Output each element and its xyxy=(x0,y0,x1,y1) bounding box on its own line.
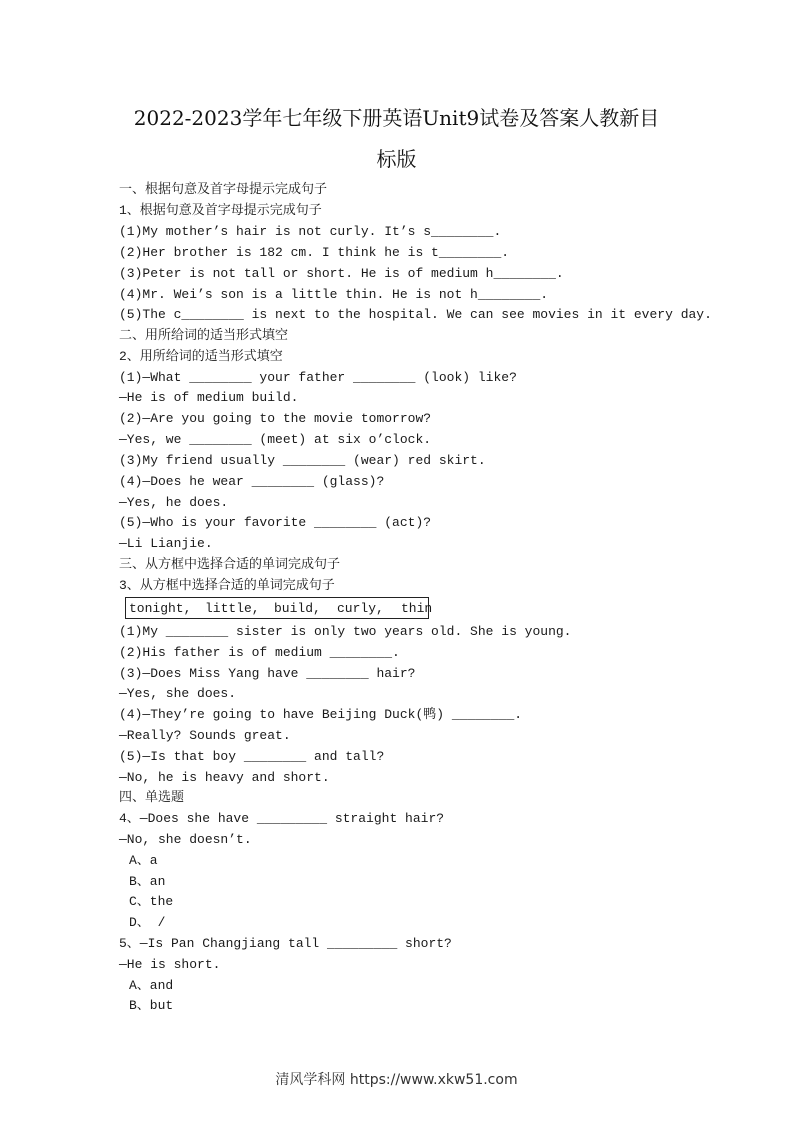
footer-watermark: 清风学科网 https://www.xkw51.com xyxy=(275,1072,518,1088)
word-bank-word: curly, xyxy=(337,601,384,616)
question-line: (3)My friend usually ________ (wear) red skirt. xyxy=(119,453,486,468)
question-line: —He is of medium build. xyxy=(119,390,299,405)
answer-option: C、the xyxy=(129,894,174,909)
question-stem-4: 4、—Does she have _________ straight hair? xyxy=(119,811,445,826)
question-heading-3: 3、从方框中选择合适的单词完成句子 xyxy=(119,578,335,593)
question-line: —Li Lianjie. xyxy=(119,536,213,551)
question-line: —Really? Sounds great. xyxy=(119,728,291,743)
word-bank-word: build, xyxy=(274,601,321,616)
question-line: (5)—Is that boy ________ and tall? xyxy=(119,749,385,764)
question-line: (5)The c________ is next to the hospital. We can see movies in it every day. xyxy=(119,307,712,322)
question-line: (5)—Who is your favorite ________ (act)? xyxy=(119,515,432,530)
question-line: (3)—Does Miss Yang have ________ hair? xyxy=(119,666,416,681)
title-line-2: 标版 xyxy=(376,147,417,171)
question-line: (1)—What ________ your father ________ (look) like? xyxy=(119,370,517,385)
question-line: —Yes, he does. xyxy=(119,495,229,510)
question-line: (2)Her brother is 182 cm. I think he is t________. xyxy=(119,245,510,260)
answer-option: A、and xyxy=(129,978,174,993)
word-bank-box xyxy=(125,597,433,619)
word-bank-word: tonight, xyxy=(129,601,192,616)
question-line: —Yes, we ________ (meet) at six o’clock. xyxy=(119,432,432,447)
question-line: (4)—They’re going to have Beijing Duck(鸭) ________. xyxy=(119,707,523,722)
answer-option: D、 / xyxy=(129,915,166,930)
question-line: (2)His father is of medium ________. xyxy=(119,645,400,660)
word-bank-word: thin xyxy=(401,601,433,616)
section-heading-2: 二、用所给词的适当形式填空 xyxy=(119,328,289,343)
question-line: (1)My ________ sister is only two years old. She is young. xyxy=(119,624,572,639)
question-reply-5: —He is short. xyxy=(119,957,221,972)
title-line-1: 2022-2023学年七年级下册英语Unit9试卷及答案人教新目 xyxy=(133,106,660,130)
section-heading-4: 四、单选题 xyxy=(119,790,185,805)
question-line: (4)Mr. Wei’s son is a little thin. He is not h________. xyxy=(119,287,549,302)
question-line: —Yes, she does. xyxy=(119,686,237,701)
question-heading-2: 2、用所给词的适当形式填空 xyxy=(119,349,283,364)
answer-option: B、an xyxy=(129,874,166,889)
answer-option: A、a xyxy=(129,853,158,868)
section-heading-3: 三、从方框中选择合适的单词完成句子 xyxy=(119,557,341,572)
word-bank-word: little, xyxy=(205,601,260,616)
question-line: (1)My mother’s hair is not curly. It’s s________. xyxy=(119,224,502,239)
question-reply-4: —No, she doesn’t. xyxy=(119,832,252,847)
question-line: (3)Peter is not tall or short. He is of medium h________. xyxy=(119,266,564,281)
question-line: —No, he is heavy and short. xyxy=(119,770,330,785)
question-line: (4)—Does he wear ________ (glass)? xyxy=(119,474,385,489)
question-heading-1: 1、根据句意及首字母提示完成句子 xyxy=(119,203,322,218)
section-heading-1: 一、根据句意及首字母提示完成句子 xyxy=(119,182,328,197)
question-line: (2)—Are you going to the movie tomorrow? xyxy=(119,411,432,426)
answer-option: B、but xyxy=(129,998,174,1013)
question-stem-5: 5、—Is Pan Changjiang tall _________ short? xyxy=(119,936,452,951)
